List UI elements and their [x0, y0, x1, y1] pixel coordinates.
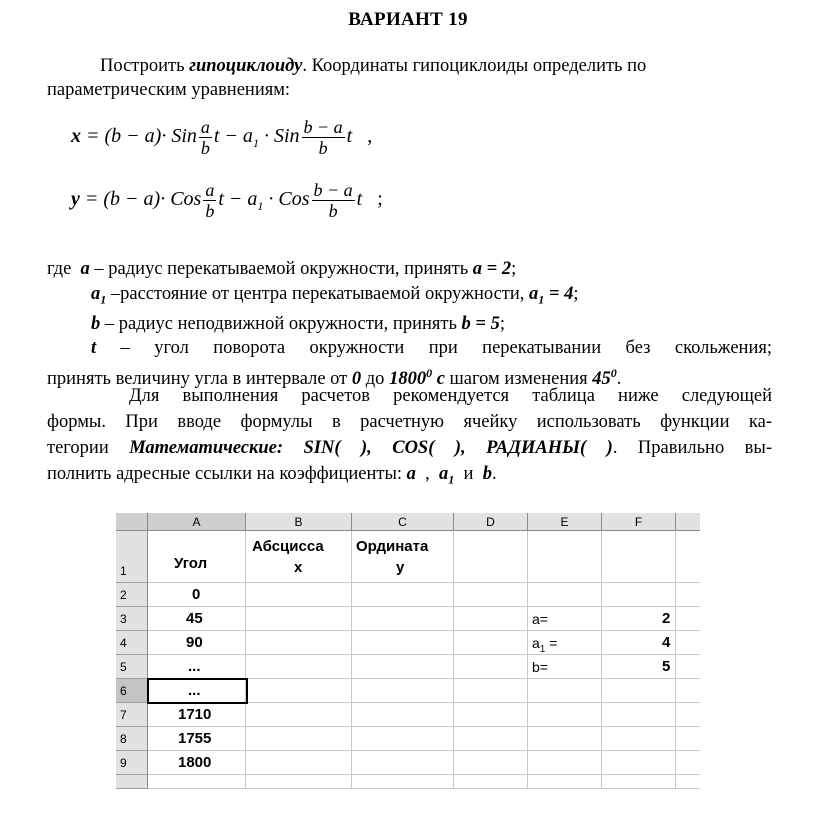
sym-a: a	[80, 259, 90, 279]
sheet-cell[interactable]	[676, 679, 700, 703]
sym-t: t	[91, 338, 97, 359]
param-a1-sub: 1	[539, 643, 546, 655]
angle-cell: ...	[188, 658, 201, 675]
sheet-cell[interactable]	[246, 679, 352, 703]
def-a1: $a_1$ –расстояние от центра перекатываемой окружности, $a_1 = 4$;	[91, 283, 579, 307]
formula-y-end: ;	[377, 188, 383, 211]
sheet-cell[interactable]	[246, 751, 352, 775]
formula-y-part-2: t − a	[218, 188, 258, 211]
sheet-cell[interactable]	[676, 727, 700, 751]
step-degree: 0	[610, 365, 617, 380]
where-label: где	[47, 259, 72, 279]
coef-a: a	[406, 464, 416, 484]
intro-line-2: параметрическим уравнениям:	[47, 80, 291, 100]
recommend-line-3b: . Правильно вы-	[612, 438, 772, 458]
angle-cell: 0	[192, 586, 201, 603]
def-a1-text: –расстояние от центра перекатываемой окружности,	[106, 283, 530, 304]
sheet-cell[interactable]	[352, 751, 454, 775]
sheet-cell[interactable]	[246, 775, 352, 789]
sheet-cell[interactable]	[528, 727, 602, 751]
formula-x-part: = (b − a)· Sin	[86, 125, 197, 148]
sheet-cell[interactable]	[602, 751, 676, 775]
param-a1-eq: =	[545, 635, 558, 651]
def-a1-value-rest: = 4	[544, 283, 574, 304]
corner-cell[interactable]	[116, 513, 148, 531]
frac-den: b	[328, 201, 338, 221]
row-header-2[interactable]: 2	[116, 583, 148, 607]
and-word: и	[463, 464, 474, 484]
angle-cell: 90	[186, 634, 203, 651]
header-angle: Угол	[174, 555, 208, 572]
recommend-line-3a: тегории	[47, 438, 130, 458]
header-ordinate-y: y	[396, 559, 405, 576]
param-a-label: a=	[532, 611, 548, 627]
sheet-cell[interactable]	[352, 679, 454, 703]
sheet-cell[interactable]	[352, 631, 454, 655]
frac-num: b − a	[303, 117, 343, 137]
formula-y-part-4: t	[356, 188, 363, 211]
sheet-cell[interactable]	[246, 631, 352, 655]
sheet-cell[interactable]	[528, 583, 602, 607]
def-t	[47, 336, 772, 361]
def-a1-value: a	[529, 283, 539, 304]
sheet-cell[interactable]	[676, 655, 700, 679]
sheet-cell[interactable]	[602, 583, 676, 607]
formula-x-part-3: · Sin	[258, 125, 300, 148]
sheet-cell[interactable]	[454, 531, 528, 583]
def-t-line2-text: принять величину угла в интервале от	[47, 368, 352, 389]
sheet-cell[interactable]	[246, 727, 352, 751]
sheet-cell[interactable]	[352, 607, 454, 631]
formula-y-part-3: · Cos	[263, 188, 310, 211]
def-b-value: b = 5	[461, 313, 500, 334]
row-header-4[interactable]: 4	[116, 631, 148, 655]
def-a-value: a = 2	[472, 259, 512, 279]
angle-cell: 1755	[178, 730, 212, 747]
row-header-8[interactable]: 8	[116, 727, 148, 751]
col-header-b[interactable]: B	[246, 513, 352, 531]
sheet-cell[interactable]	[454, 607, 528, 631]
definitions	[47, 257, 772, 391]
sheet-cell[interactable]	[352, 703, 454, 727]
header-ordinate: Ордината	[356, 538, 429, 555]
row-header-5[interactable]: 5	[116, 655, 148, 679]
row-header-7[interactable]: 7	[116, 703, 148, 727]
param-a1-label	[532, 635, 557, 655]
recommend-line-1: Для выполнения расчетов рекомендуется таблица ниже следующей	[129, 386, 772, 406]
formula-x-sub: 1	[252, 136, 259, 151]
sym-b: b	[91, 313, 101, 334]
frac-den: b	[205, 201, 215, 221]
formula-x	[71, 117, 372, 158]
sym-a1-sub: 1	[100, 292, 107, 307]
curve-name: гипоциклоиду	[189, 56, 303, 76]
intro-text: Построить	[100, 56, 190, 76]
sheet-cell[interactable]	[148, 775, 246, 789]
frac-num: a	[200, 117, 210, 137]
sheet-cell[interactable]	[454, 679, 528, 703]
sheet-cell[interactable]	[602, 775, 676, 789]
sym-a1: a	[91, 283, 101, 304]
sheet-cell[interactable]	[352, 727, 454, 751]
coef-a1-sub: 1	[448, 472, 455, 487]
frac-den: b	[318, 138, 328, 158]
angle-cell: 1800	[178, 754, 212, 771]
formula-x-frac1	[199, 117, 212, 158]
param-a1-value: 4	[662, 634, 671, 651]
range-end: 1800	[389, 368, 427, 389]
sheet-cell[interactable]	[602, 727, 676, 751]
formula-y	[71, 180, 383, 221]
sheet-cell[interactable]	[602, 679, 676, 703]
formula-y-part: = (b − a)· Cos	[84, 188, 202, 211]
sheet-cell[interactable]	[676, 703, 700, 727]
sheet-cell[interactable]	[454, 655, 528, 679]
sheet-cell[interactable]	[676, 775, 700, 789]
intro-text-2: . Координаты гипоциклоиды определить по	[302, 56, 647, 76]
param-b-value: 5	[662, 658, 671, 675]
sheet-cell[interactable]	[246, 703, 352, 727]
coef-a1: a	[439, 464, 449, 484]
range-start: 0	[351, 368, 362, 389]
def-t-text: – угол поворота окружности при перекатывании без скольжения;	[96, 338, 772, 359]
sheet-cell[interactable]	[454, 727, 528, 751]
sheet-cell[interactable]	[352, 775, 454, 789]
spreadsheet	[116, 513, 700, 789]
recommend-line-2: формы. При вводе формулы в расчетную ячейку использовать функции ка-	[47, 412, 772, 432]
row-header-3[interactable]: 3	[116, 607, 148, 631]
sheet-cell[interactable]	[676, 583, 700, 607]
col-header-d[interactable]: D	[454, 513, 528, 531]
frac-num: a	[205, 180, 215, 200]
sheet-cell[interactable]	[246, 655, 352, 679]
sheet-cell[interactable]	[676, 531, 700, 583]
recommend-line-4a: полнить адресные ссылки на коэффициенты:	[47, 464, 407, 484]
sheet-cell[interactable]	[352, 655, 454, 679]
degree-mark: 0	[426, 365, 433, 380]
col-header-c[interactable]: C	[352, 513, 454, 531]
sheet-cell[interactable]	[528, 531, 602, 583]
sheet-cell[interactable]	[528, 703, 602, 727]
sheet-cell[interactable]	[528, 751, 602, 775]
coef-b: b	[482, 464, 492, 484]
sheet-cell[interactable]	[454, 751, 528, 775]
formula-y-frac2	[312, 180, 355, 221]
col-header-a[interactable]: A	[148, 513, 246, 531]
sheet-cell[interactable]	[676, 751, 700, 775]
unit-c: с	[432, 368, 445, 389]
header-abscissa: Абсцисса	[252, 538, 324, 555]
formula-x-part-2: t − a	[213, 125, 253, 148]
sheet-cell[interactable]	[246, 583, 352, 607]
sheet-cell[interactable]	[676, 607, 700, 631]
row-header-1[interactable]: 1	[116, 531, 148, 583]
angle-cell: ...	[188, 682, 201, 699]
col-header-g[interactable]	[676, 513, 700, 531]
formula-y-lhs: y	[71, 188, 80, 211]
header-abscissa-x: x	[294, 559, 303, 576]
intro-paragraph	[47, 54, 772, 102]
sheet-cell[interactable]	[352, 583, 454, 607]
sheet-cell[interactable]	[454, 583, 528, 607]
step-value: 45	[592, 368, 611, 389]
def-t-line2: принять величину угла в интервале от 0 до 1800$^0$ с шагом изменения $45^0$.	[47, 365, 622, 389]
row-header-10	[116, 775, 148, 789]
active-cell-a6[interactable]	[147, 678, 248, 704]
recommend-line-4: полнить адресные ссылки на коэффициенты: a , $a_1$ и b.	[47, 464, 497, 487]
step-text: шагом изменения	[444, 368, 593, 389]
param-a1-letter: a	[532, 635, 540, 651]
formula-x-lhs: x	[71, 125, 81, 148]
recommend-line-3	[47, 435, 772, 461]
param-b-label: b=	[532, 659, 548, 675]
formula-x-frac2	[302, 117, 345, 158]
sheet-cell[interactable]	[676, 631, 700, 655]
range-to: до	[361, 368, 390, 389]
formula-x-part-4: t	[346, 125, 353, 148]
def-a1-value-sub: 1	[538, 292, 545, 307]
formula-y-frac1	[203, 180, 216, 221]
formula-y-sub: 1	[257, 199, 264, 214]
def-a: где a – радиус перекатываемой окружности, принять a = 2;	[47, 259, 517, 279]
row-header-6[interactable]: 6	[116, 679, 148, 703]
sheet-cell[interactable]	[528, 775, 602, 789]
sheet-cell[interactable]	[454, 775, 528, 789]
param-a-value: 2	[662, 610, 671, 627]
def-b: b – радиус неподвижной окружности, принять b = 5;	[91, 313, 505, 334]
row-header-9[interactable]: 9	[116, 751, 148, 775]
sheet-cell[interactable]	[602, 531, 676, 583]
frac-den: b	[200, 138, 210, 158]
frac-num: b − a	[313, 180, 353, 200]
recommend-paragraph	[47, 383, 772, 493]
def-a-text: – радиус перекатываемой окружности, принять	[89, 259, 473, 279]
angle-cell: 45	[186, 610, 203, 627]
col-header-f[interactable]: F	[602, 513, 676, 531]
function-category: Математические: SIN( ), COS( ), РАДИАНЫ( )	[129, 438, 613, 458]
angle-cell: 1710	[178, 706, 212, 723]
col-header-e[interactable]: E	[528, 513, 602, 531]
sheet-cell[interactable]	[454, 631, 528, 655]
sheet-cell[interactable]	[454, 703, 528, 727]
sheet-cell[interactable]	[246, 607, 352, 631]
sheet-cell[interactable]	[602, 703, 676, 727]
formula-x-end: ,	[367, 125, 373, 148]
page-title: ВАРИАНТ 19	[348, 9, 468, 30]
def-b-text: – радиус неподвижной окружности, принять	[100, 313, 462, 334]
sheet-cell[interactable]	[528, 679, 602, 703]
